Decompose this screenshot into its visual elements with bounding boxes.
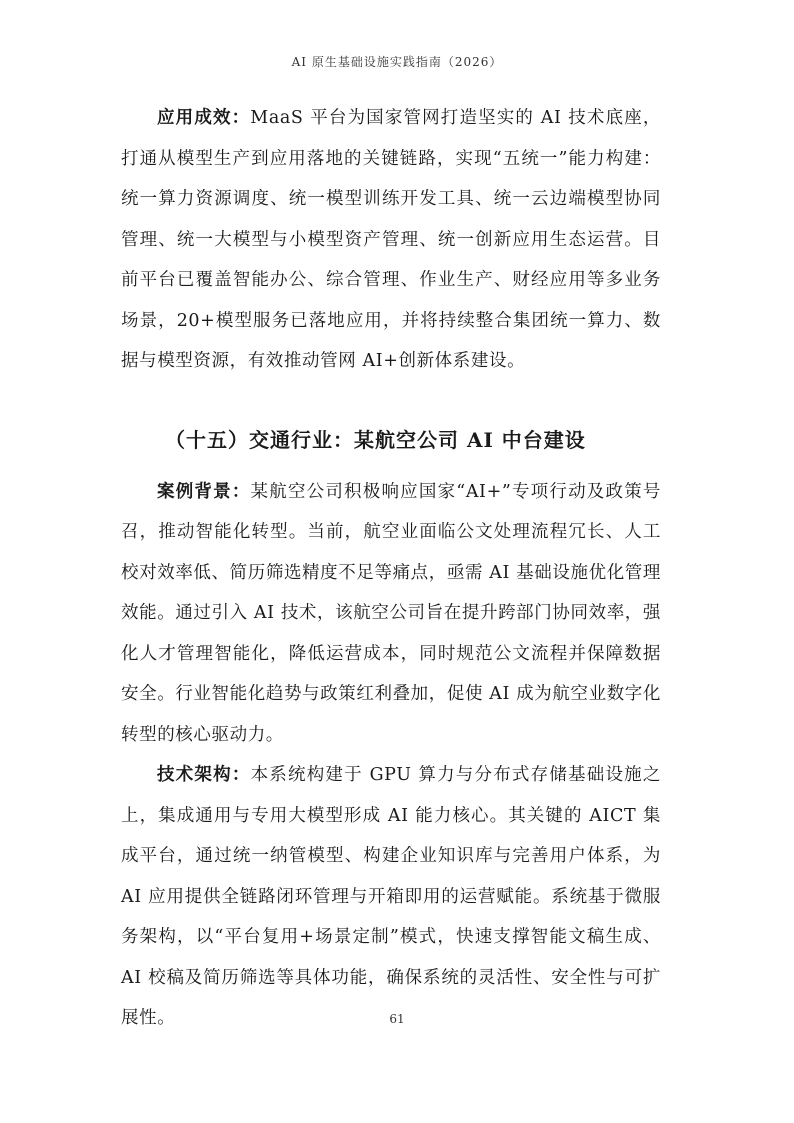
paragraph-lead: 技术架构： <box>157 765 251 785</box>
running-header: AI 原生基础设施实践指南（2026） <box>291 55 503 69</box>
paragraph-tech-architecture <box>121 755 661 1039</box>
page-number: 61 <box>389 1012 405 1026</box>
paragraph-text: MaaS 平台为国家管网打造坚实的 AI 技术底座，打通从模型生产到应用落地的关键链路，实现“五统一”能力构建：统一算力资源调度、统一模型训练开发工具、统一云边端模型协同管理、统一大模型与小模型资产管理、统一创新应用生态运营。目前平台已覆盖智能办公、综合管理、作业生产、财经应用等多业务场景，20+模型服务已落地应用，并将持续整合集团统一算力、数据与模型资源，有效推动管网 AI+创新体系建设。 <box>121 108 661 371</box>
paragraph-lead: 应用成效： <box>157 108 251 128</box>
paragraph-text: 某航空公司积极响应国家“AI+”专项行动及政策号召，推动智能化转型。当前，航空业面临公文处理流程冗长、人工校对效率低、简历筛选精度不足等痛点，亟需 AI 基础设施优化管理效能。通过引入 AI 技术，该航空公司旨在提升跨部门协同效率，强化人才管理智能化，降低运营成本，同时规范公文流程并保障数据安全。行业智能化趋势与政策红利叠加，促使 AI 成为航空业数字化转型的核心驱动力。 <box>121 481 662 745</box>
paragraph-text: 本系统构建于 GPU 算力与分布式存储基础设施之上，集成通用与专用大模型形成 AI 能力核心。其关键的 AICT 集成平台，通过统一纳管模型、构建企业知识库与完善用户体系，为 AI 应用提供全链路闭环管理与开箱即用的运营赋能。系统基于微服务架构，以“平台复用+场景定制”模式，快速支撑智能文稿生成、AI 校稿及简历筛选等具体功能，确保系统的灵活性、安全性与可扩展性。 <box>121 765 661 1028</box>
section-heading: （十五）交通行业：某航空公司 AI 中台建设 <box>165 427 586 452</box>
paragraph-case-background <box>121 472 661 756</box>
paragraph-application-effect <box>121 98 661 382</box>
page-body <box>121 98 661 1039</box>
paragraph-lead: 案例背景： <box>157 481 251 502</box>
